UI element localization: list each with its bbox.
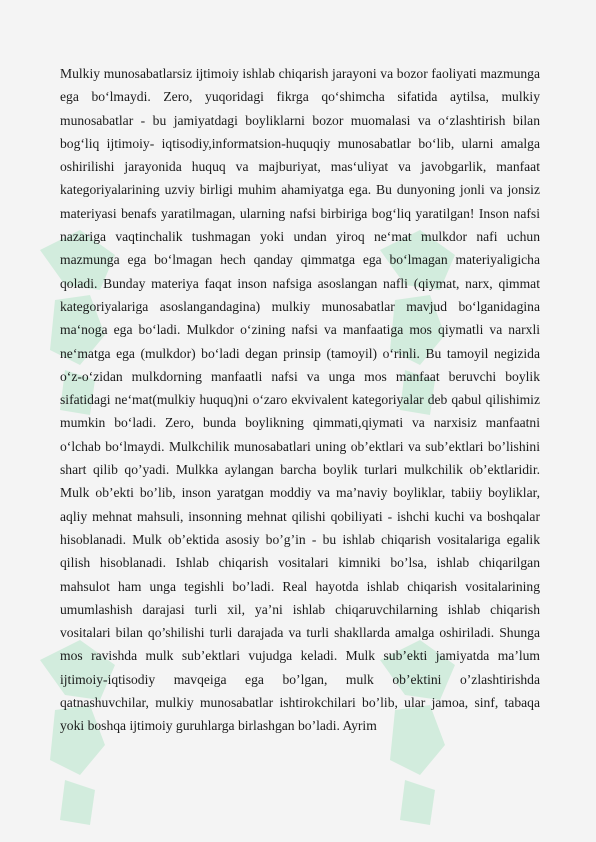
paragraph: Mulkiy munosabatlarsiz ijtimoiy ishlab chiqarish jarayoni va bozor faoliyati mazmunga ega bo‘lmaydi. Zero, yuqoridagi fikrga qo‘shimcha sifatida aytilsa, mulkiy munosabatlar - bu jamiyatdagi boyliklarni bozor muomalasi va o‘zlashtirish bilan bog‘liq ijtimoiy- iqtisodiy,informatsion-huquqiy munosabatlar bo‘lib, ularni amalga oshirilishi jarayonida huquq va majburiyat, mas‘uliyat va javobgarlik, manfaat kategoriyalarining uzviy birligi muhim ahamiyatga ega. Bu dunyoning jonli va jonsiz materiyasi benafs yaratilmagan, ularning nafsi birbiriga bog‘liq yaratilgan! Inson nafsi nazariga vaqtinchalik tushmagan yoki undan yiroq ne‘mat mulkdor nafi uchun mazmunga ega bo‘lmagan hech qanday qimmatga ega bo‘lmagan materiyaligicha qoladi. Bunday materiya faqat inson nafsiga asoslangan nafli (qiymat, narx, qimmat kategoriyalariga asoslangandagina) mulkiy munosabatlar mavjud bo‘lganidagina ma‘noga ega bo‘ladi. Mulkdor o‘zining nafsi va manfaatiga mos qiymatli va narxli ne‘matga ega (mulkdor) bo‘ladi degan prinsip (tamoyil) o‘rinli. Bu tamoyil negizida o‘z-o‘zidan mulkdorning manfaatli nafsi va unga mos manfaat beruvchi boylik sifatidagi ne‘mat(mulkiy huquq)ni o‘zaro ekvivalent kategoriyalar deb qabul qilishimiz mumkin bo‘ladi. Zero, bunda boylikning qimmati,qiymati va narxisiz manfaatni o‘lchab bo‘lmaydi. Mulkchilik munosabatlari uning ob’ektlari va sub’ektlari bo’lishini shart qilib qo’yadi. Mulkka aylangan barcha boylik turlari mulkchilik ob’ektlaridir. Mulk ob’ekti bo’lib, inson yaratgan moddiy va ma’naviy boyliklar, tabiiy boyliklar, aqliy mehnat mahsuli, insonning mehnat qilishi qobiliyati - ishchi kuchi va boshqalar hisoblanadi. Mulk ob’ektida asosiy bo’g’in - bu ishlab chiqarish vositalariga egalik qilish hisoblanadi. Ishlab chiqarish vositalari kimniki bo’lsa, ishlab chiqarilgan mahsulot ham unga tegishli bo’ladi. Real hayotda ishlab chiqarish vositalarining umumlashish darajasi turli xil, ya’ni ishlab chiqaruvchilarning ishlab chiqarish vositalari bilan qo’shilishi turli darajada va turli shakllarda amalga oshiriladi. Shunga mos ravishda mulk sub’ektlari vujudga keladi. Mulk sub’ekti jamiyatda ma’lum ijtimoiy-iqtisodiy mavqeiga ega bo’lgan, mulk ob’ektini o’zlashtirishda qatnashuvchilar, mulkiy munosabatlar ishtirokchilari bo’lib, ular jamoa, sinf, tabaqa yoki boshqa ijtimoiy guruhlarga birlashgan bo’ladi. Ayrim xyxy=(60,66,540,734)
body-text xyxy=(60,62,540,738)
